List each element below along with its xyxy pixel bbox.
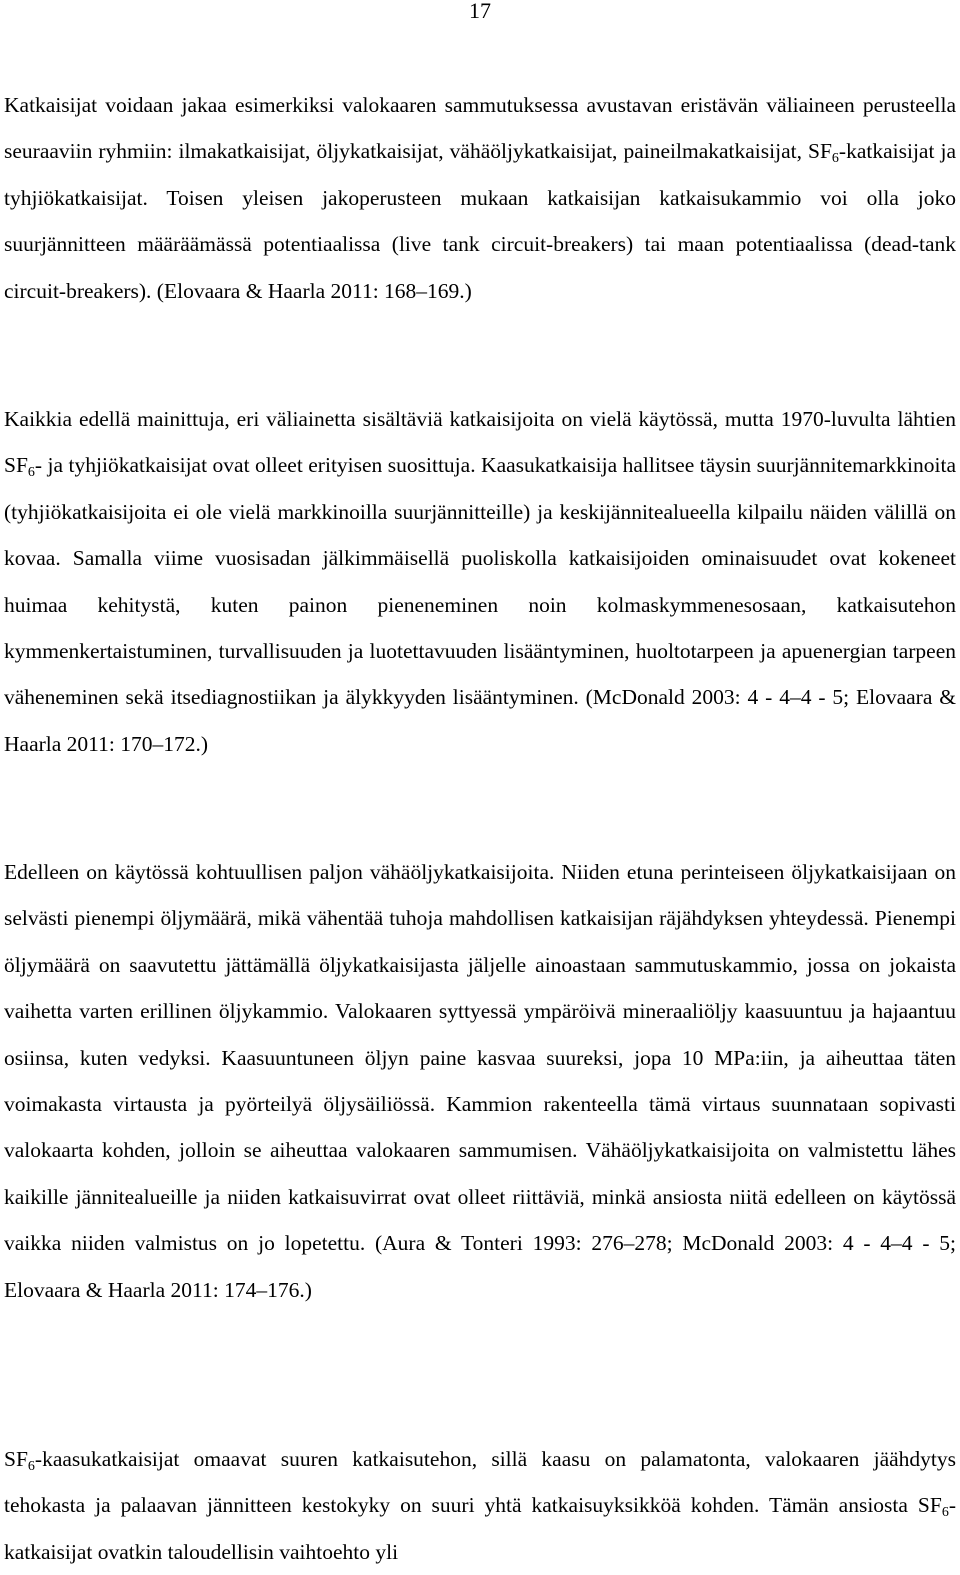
paragraph-2-text-a: Kaikkia edellä mainittuja, eri väliainetta sisältäviä katkaisijoita on vielä käytössä, mutta 1970-luvulta lähtien SF bbox=[4, 407, 956, 478]
page-number: 17 bbox=[469, 0, 491, 23]
paragraph-4 bbox=[4, 1436, 956, 1575]
paragraph-2-subscript: 6 bbox=[27, 465, 35, 481]
paragraph-1-text-a: Katkaisijat voidaan jakaa esimerkiksi valokaaren sammutuksessa avustavan eristävän väliaineen perusteella seuraaviin ryhmiin: ilmakatkaisijat, öljykatkaisijat, vähäöljykatkaisijat, paineilmakatkaisijat, SF bbox=[4, 93, 956, 164]
paragraph-4-subscript-1: 6 bbox=[27, 1459, 35, 1474]
paragraph-4-text-a: SF bbox=[4, 1447, 28, 1471]
paragraph-2-text-b: - ja tyhjiökatkaisijat ovat olleet erityisen suosittuja. Kaasukatkaisija hallitsee täysin suurjännitemarkkinoita (tyhjiökatkaisijoita ei ole vielä markkinoilla suurjännitteille) ja keskijännitealueella kilpailu näiden välillä on kovaa. Samalla viime vuosisadan jälkimmäisellä puoliskolla katkaisijoiden ominaisuudet ovat kokeneet huimaa kehitystä, kuten painon pieneneminen noin kolmaskymmenesosaan, katkaisutehon kymmenkertaistuminen, turvallisuuden ja luotettavuuden lisääntyminen, huoltotarpeen ja apuenergian tarpeen väheneminen sekä itsediagnostiikan ja älykkyyden lisääntyminen. (McDonald 2003: 4 - 4–4 - 5; Elovaara & Haarla 2011: 170–172.) bbox=[4, 453, 956, 756]
paragraph-4-text-c: -katkaisijat ovatkin taloudellisin vaihtoehto yli bbox=[4, 1493, 956, 1564]
paragraph-1-subscript: 6 bbox=[831, 151, 839, 167]
paragraph-2 bbox=[4, 396, 956, 767]
paragraph-3 bbox=[4, 849, 956, 1313]
paragraph-4-subscript-2: 6 bbox=[941, 1505, 949, 1521]
paragraph-4-text-b: -kaasukatkaisijat omaavat suuren katkaisutehon, sillä kaasu on palamatonta, valokaaren jäähdytys tehokasta ja palaavan jännitteen kestokyky on suuri yhtä katkaisuyksikköä kohden. Tämän ansiosta SF bbox=[4, 1447, 956, 1518]
paragraph-1-text-b: -katkaisijat ja tyhjiökatkaisijat. Toisen yleisen jakoperusteen mukaan katkaisijan katkaisukammio voi olla joko suurjännitteen määräämässä potentiaalissa (live tank circuit-breakers) tai maan potentiaalissa (dead-tank circuit-breakers). (Elovaara & Haarla 2011: 168–169.) bbox=[4, 139, 956, 303]
paragraph-1 bbox=[4, 82, 956, 314]
paragraph-3-text: Edelleen on käytössä kohtuullisen paljon vähäöljykatkaisijoita. Niiden etuna perinteiseen öljykatkaisijaan on selvästi pienempi öljymäärä, mikä vähentää tuhoja mahdollisen katkaisijan räjähdyksen yhteydessä. Pienempi öljymäärä on saavutettu jättämällä öljykatkaisijasta jäljelle ainoastaan sammutuskammio, jossa on jokaista vaihetta varten erillinen öljykammio. Valokaaren syttyessä ympäröivä mineraaliöljy kaasuuntuu ja hajaantuu osiinsa, kuten vedyksi. Kaasuuntuneen öljyn paine kasvaa suureksi, jopa 10 MPa:iin, ja aiheuttaa täten voimakasta virtausta ja pyörteilyä öljysäiliössä. Kammion rakenteella tämä virtaus suunnataan sopivasti valokaarta kohden, jolloin se aiheuttaa valokaaren sammumisen. Vähäöljykatkaisijoita on valmistettu lähes kaikille jännitealueille ja niiden katkaisuvirrat ovat olleet riittäviä, minkä ansiosta niitä edelleen on käytössä vaikka niiden valmistus on jo lopetettu. (Aura & Tonteri 1993: 276–278; McDonald 2003: 4 - 4–4 - 5; Elovaara & Haarla 2011: 174–176.) bbox=[4, 860, 956, 1302]
